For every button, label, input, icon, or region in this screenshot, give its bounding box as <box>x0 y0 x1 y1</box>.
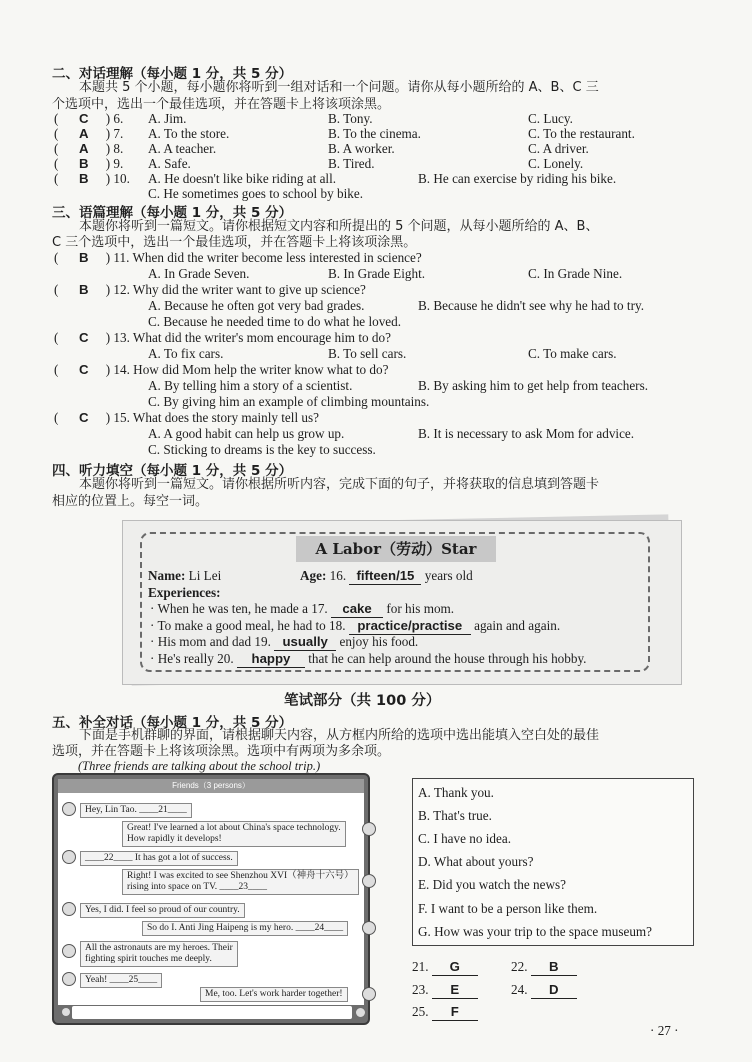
option-f: F. I want to be a person like them. <box>418 901 598 916</box>
question-text-12: ) 12. Why did the writer want to give up science? <box>105 282 366 297</box>
answer-num-21: 21. <box>412 959 429 974</box>
card-title: A Labor（劳动）Star <box>296 536 496 562</box>
option-a: A. Thank you. <box>418 785 494 800</box>
avatar-left <box>62 902 76 916</box>
answer-25 <box>412 1004 478 1021</box>
option-b: B. That's true. <box>418 808 492 823</box>
option-6b: B. Tony. <box>328 111 373 126</box>
option-12a: A. Because he often got very bad grades. <box>148 298 365 313</box>
chat-bubble-2-line-2: How rapidly it develops! <box>127 834 222 844</box>
experience-post-17: for his mom. <box>386 601 455 616</box>
option-10a: A. He doesn't like bike riding at all. <box>148 171 337 186</box>
option-9b: B. Tired. <box>328 156 375 171</box>
option-c: C. I have no idea. <box>418 831 512 846</box>
experience-post-18: again and again. <box>474 618 561 633</box>
option-7a: A. To the store. <box>148 126 230 141</box>
option-d: D. What about yours? <box>418 854 534 869</box>
fill-18: practice/practise <box>349 618 471 635</box>
fill-20: happy <box>237 651 305 668</box>
experience-line-17 <box>150 601 454 618</box>
name-value: Li Lei <box>188 568 222 583</box>
option-9c: C. Lonely. <box>528 156 584 171</box>
experience-post-19: enjoy his food. <box>339 634 419 649</box>
voice-icon <box>62 1008 70 1016</box>
answer-15: C <box>78 410 89 425</box>
question-text-11: ) 11. When did the writer become less interested in science? <box>105 250 422 265</box>
question-10: ( B ) 10. <box>54 171 130 186</box>
answer-9: B <box>78 156 89 171</box>
chat-bubble-1: Hey, Lin Tao. ____21____ <box>80 803 192 818</box>
question-number-9: ) 9. <box>105 156 124 171</box>
section2-instruction-2: 个选项中，选出一个最佳选项，并在答题卡上将该项涂黑。 <box>52 97 391 112</box>
question-text-13: ) 13. What did the writer's mom encourage him to do? <box>105 330 391 345</box>
option-14b: B. By asking him to get help from teachers. <box>418 378 649 393</box>
answer-fill-25: F <box>432 1004 478 1021</box>
answer-10: B <box>78 171 89 186</box>
answer-num-25: 25. <box>412 1004 429 1019</box>
section5-instruction-1: 下面是手机群聊的界面，请根据聊天内容，从方框内所给的选项中选出能填入空白处的最佳 <box>79 728 600 743</box>
section2-heading: 二、对话理解（每小题 1 分，共 5 分） <box>52 66 293 82</box>
chat-caption: (Three friends are talking about the school trip.) <box>78 759 321 773</box>
answer-num-24: 24. <box>511 982 528 997</box>
answer-fill-23: E <box>432 982 478 999</box>
experience-post-20: that he can help around the house through his hobby. <box>308 651 587 666</box>
option-13c: C. To make cars. <box>528 346 617 361</box>
avatar-right <box>362 874 376 888</box>
add-icon <box>356 1008 365 1017</box>
experience-pre-20: · He's really 20. <box>150 651 234 666</box>
option-15c: C. Sticking to dreams is the key to success. <box>148 442 376 457</box>
answer-13: C <box>78 330 89 345</box>
fill-19: usually <box>274 634 336 651</box>
answer-21 <box>412 959 478 976</box>
option-12c: C. Because he needed time to do what he loved. <box>148 314 402 329</box>
chat-title: Friends（3 persons） <box>58 779 364 793</box>
question-number-10: ) 10. <box>105 171 130 186</box>
option-13a: A. To fix cars. <box>148 346 224 361</box>
avatar-left <box>62 944 76 958</box>
chat-bubble-4 <box>122 869 359 895</box>
chat-bubble-7-line-2: fighting spirit touches me deeply. <box>85 954 212 964</box>
chat-bubble-7-line-1: All the astronauts are my heroes. Their <box>85 943 233 953</box>
option-13b: B. To sell cars. <box>328 346 407 361</box>
question-number-8: ) 8. <box>105 141 124 156</box>
experience-pre-18: · To make a good meal, he had to 18. <box>150 618 346 633</box>
question-number-6: ) 6. <box>105 111 124 126</box>
section4-instruction-1: 本题你将听到一篇短文。请你根据所听内容，完成下面的句子，并将获取的信息填到答题卡 <box>79 477 600 492</box>
chat-bubble-4-line-2: rising into space on TV. ____23____ <box>127 882 268 892</box>
answer-23 <box>412 982 478 999</box>
question-text-14: ) 14. How did Mom help the writer know what to do? <box>105 362 389 377</box>
answer-7: A <box>78 126 89 141</box>
question-7: ( A ) 7. <box>54 126 124 141</box>
avatar-right <box>362 822 376 836</box>
section2-instruction-1: 本题共 5 个小题，每小题你将听到一组对话和一个问题。请你从每小题所给的 A、B、C 三 <box>79 80 599 95</box>
question-text-15: ) 15. What does the story mainly tell us? <box>105 410 319 425</box>
question-number-7: ) 7. <box>105 126 124 141</box>
option-12b: B. Because he didn't see why he had to try. <box>418 298 645 313</box>
avatar-left <box>62 850 76 864</box>
answer-12: B <box>78 282 89 297</box>
answer-fill-24: D <box>531 982 577 999</box>
option-6c: C. Lucy. <box>528 111 573 126</box>
answer-8: A <box>78 141 89 156</box>
avatar-left <box>62 802 76 816</box>
name-label: Name: <box>148 568 186 583</box>
answer-fill-21: G <box>432 959 478 976</box>
written-part-title: 笔试部分（共 100 分） <box>284 693 441 709</box>
option-15b: B. It is necessary to ask Mom for advice. <box>418 426 635 441</box>
option-10b: B. He can exercise by riding his bike. <box>418 171 617 186</box>
section3-heading: 三、语篇理解（每小题 1 分，共 5 分） <box>52 205 293 221</box>
experience-pre-19: · His mom and dad 19. <box>150 634 271 649</box>
chat-bubble-7 <box>80 941 238 967</box>
answer-14: C <box>78 362 89 377</box>
section3-instruction-2: C 三个选项中，选出一个最佳选项，并在答题卡上将该项涂黑。 <box>52 235 417 250</box>
section3-instruction-1: 本题你将听到一篇短文。请你根据短文内容和所提出的 5 个问题，从每小题所给的 A、B、 <box>79 219 599 234</box>
option-14a: A. By telling him a story of a scientist. <box>148 378 353 393</box>
experience-line-20 <box>150 651 586 668</box>
chat-input-field <box>72 1006 352 1019</box>
experience-line-19 <box>150 634 418 651</box>
question-8: ( A ) 8. <box>54 141 124 156</box>
answer-num-23: 23. <box>412 982 429 997</box>
chat-bubble-6: So do I. Anti Jing Haipeng is my hero. ____24____ <box>142 921 348 936</box>
option-10c: C. He sometimes goes to school by bike. <box>148 186 364 201</box>
avatar-right <box>362 921 376 935</box>
option-9a: A. Safe. <box>148 156 191 171</box>
age-fill: fifteen/15 <box>349 568 421 585</box>
chat-bubble-3: ____22____ It has got a lot of success. <box>80 851 238 866</box>
experiences-label: Experiences: <box>148 585 221 600</box>
option-7c: C. To the restaurant. <box>528 126 635 141</box>
chat-bubble-5: Yes, I did. I feel so proud of our country. <box>80 903 245 918</box>
option-6a: A. Jim. <box>148 111 187 126</box>
answer-fill-22: B <box>531 959 577 976</box>
experience-pre-17: · When he was ten, he made a 17. <box>150 601 328 616</box>
question-11: ( B ) 11. When did the writer become less interested in science? <box>54 250 422 265</box>
option-14c: C. By giving him an example of climbing mountains. <box>148 394 430 409</box>
chat-bubble-2 <box>122 821 346 847</box>
card-name-row <box>148 568 221 584</box>
option-8b: B. A worker. <box>328 141 395 156</box>
option-7b: B. To the cinema. <box>328 126 421 141</box>
experience-line-18 <box>150 618 560 635</box>
chat-bubble-8: Yeah! ____25____ <box>80 973 162 988</box>
fill-17: cake <box>331 601 383 618</box>
option-11b: B. In Grade Eight. <box>328 266 426 281</box>
option-8c: C. A driver. <box>528 141 589 156</box>
question-13: ( C ) 13. What did the writer's mom encourage him to do? <box>54 330 391 345</box>
question-14: ( C ) 14. How did Mom help the writer know what to do? <box>54 362 389 377</box>
answer-11: B <box>78 250 89 265</box>
question-12: ( B ) 12. Why did the writer want to give up science? <box>54 282 366 297</box>
section4-instruction-2: 相应的位置上。每空一词。 <box>52 494 209 509</box>
chat-bubble-9: Me, too. Let's work harder together! <box>200 987 348 1002</box>
answer-24 <box>511 982 577 999</box>
chat-bubble-2-line-1: Great! I've learned a lot about China's space technology. <box>127 823 341 833</box>
age-suffix: years old <box>424 568 473 583</box>
option-g: G. How was your trip to the space museum? <box>418 924 653 939</box>
answer-6: C <box>78 111 89 126</box>
answer-num-22: 22. <box>511 959 528 974</box>
option-e: E. Did you watch the news? <box>418 877 566 892</box>
avatar-left <box>62 972 76 986</box>
avatar-right <box>362 987 376 1001</box>
answer-22 <box>511 959 577 976</box>
section5-heading: 五、补全对话（每小题 1 分，共 5 分） <box>52 715 293 731</box>
age-number: 16. <box>329 568 347 583</box>
question-6: ( C ) 6. <box>54 111 124 126</box>
option-11c: C. In Grade Nine. <box>528 266 623 281</box>
option-15a: A. A good habit can help us grow up. <box>148 426 345 441</box>
chat-bubble-4-line-1: Right! I was excited to see Shenzhou XVI（神舟十六号） <box>127 871 354 881</box>
section4-heading: 四、听力填空（每小题 1 分，共 5 分） <box>52 463 293 479</box>
card-age-row <box>300 568 473 585</box>
page-number: · 27 · <box>650 1023 679 1038</box>
question-15: ( C ) 15. What does the story mainly tell us? <box>54 410 319 425</box>
option-8a: A. A teacher. <box>148 141 217 156</box>
option-11a: A. In Grade Seven. <box>148 266 250 281</box>
age-label: Age: <box>300 568 327 583</box>
section5-instruction-2: 选项，并在答题卡上将该项涂黑。选项中有两项为多余项。 <box>52 744 391 759</box>
question-9: ( B ) 9. <box>54 156 124 171</box>
